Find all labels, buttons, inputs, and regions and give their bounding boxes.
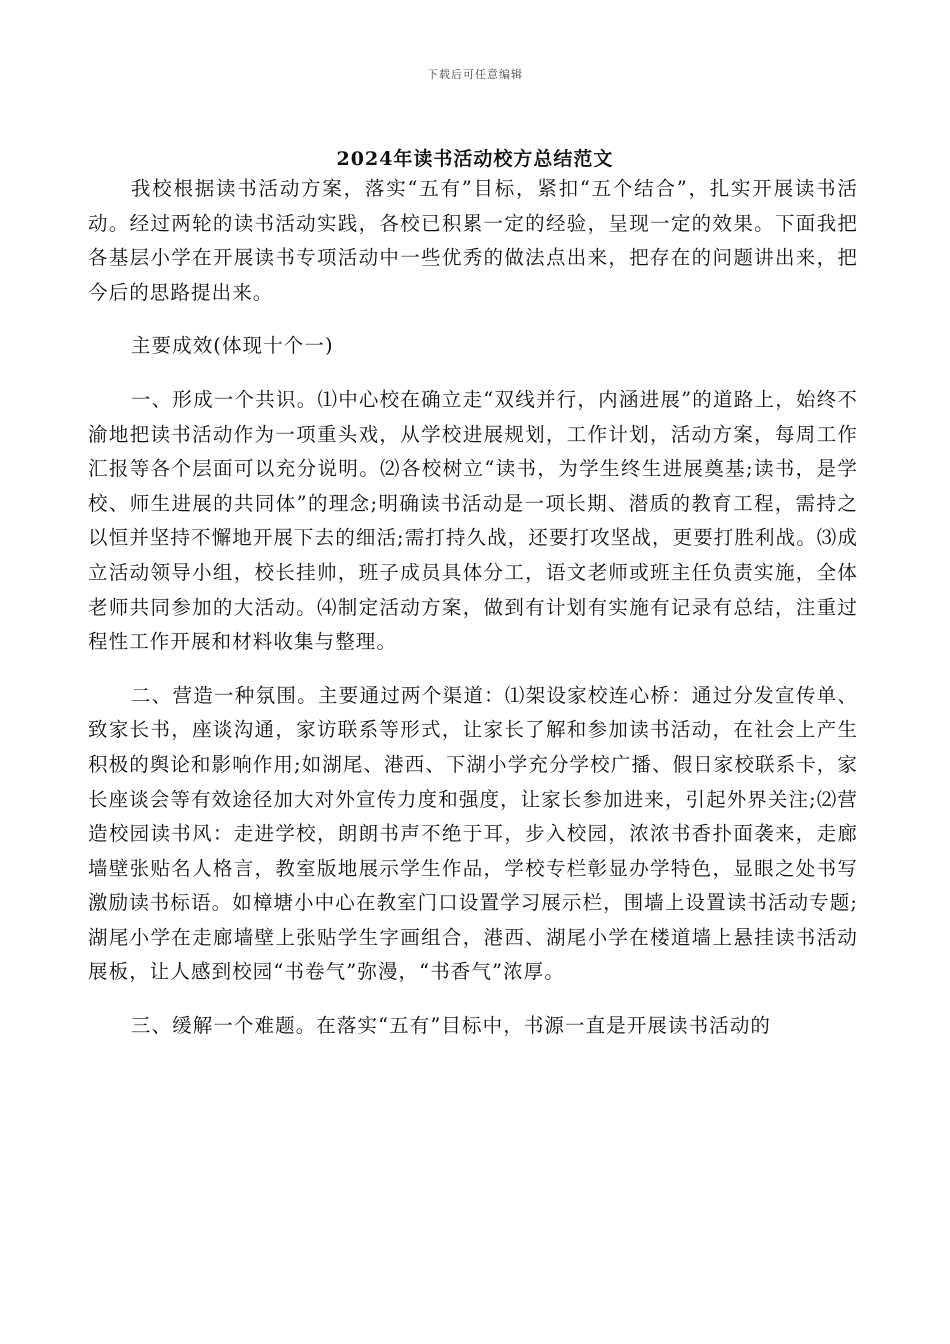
paragraph-consensus: 一、形成一个共识。⑴中心校在确立走“双线并行，内涵进展”的道路上，始终不渝地把读书活动作为一项重头戏，从学校进展规划，工作计划，活动方案，每周工作汇报等各个层面可以充分说明。⑵各校树立“读书，为学生终生进展奠基;读书，是学校、师生进展的共同体”的理念;明确读书活动是一项长期、潜质的教育工程，需持之以恒并坚持不懈地开展下去的细活;需打持久战，还要打攻坚战，更要打胜利战。⑶成立活动领导小组，校长挂帅，班子成员具体分工，语文老师或班主任负责实施，全体老师共同参加的大活动。⑷制定活动方案，做到有计划有实施有记录有总结，注重过程性工作开展和材料收集与整理。 — [88, 387, 858, 654]
section-heading-main-results: 主要成效(体现十个一) — [130, 334, 334, 358]
document-title: 2024年读书活动校方总结范文 — [336, 148, 614, 170]
page-header-note: 下载后可任意编辑 — [427, 68, 523, 81]
paragraph-atmosphere: 二、营造一种氛围。主要通过两个渠道：⑴架设家校连心桥：通过分发宣传单、致家长书，座谈沟通，家访联系等形式，让家长了解和参加读书活动，在社会上产生积极的舆论和影响作用;如湖尾、港西、下湖小学充分学校广播、假日家校联系卡，家长座谈会等有效途径加大对外宣传力度和强度，让家长参加进来，引起外界关注;⑵营造校园读书风：走进学校，朗朗书声不绝于耳，步入校园，浓浓书香扑面袭来，走廊墙壁张贴名人格言，教室版地展示学生作品，学校专栏彰显办学特色，显眼之处书写激励读书标语。如樟塘小中心在教室门口设置学习展示栏，围墙上设置读书活动专题;湖尾小学在走廊墙壁上张贴学生字画组合，港西、湖尾小学在楼道墙上悬挂读书活动展板，让人感到校园“书卷气”弥漫，“书香气”浓厚。 — [88, 683, 858, 984]
document-body — [88, 172, 858, 1063]
intro-paragraph: 我校根据读书活动方案，落实“五有”目标，紧扣“五个结合”，扎实开展读书活动。经过两轮的读书活动实践，各校已积累一定的经验，呈现一定的效果。下面我把各基层小学在开展读书专项活动中一些优秀的做法点出来，把存在的问题讲出来，把今后的思路提出来。 — [88, 177, 858, 304]
paragraph-difficulty: 三、缓解一个难题。在落实“五有”目标中，书源一直是开展读书活动的 — [130, 1014, 772, 1038]
